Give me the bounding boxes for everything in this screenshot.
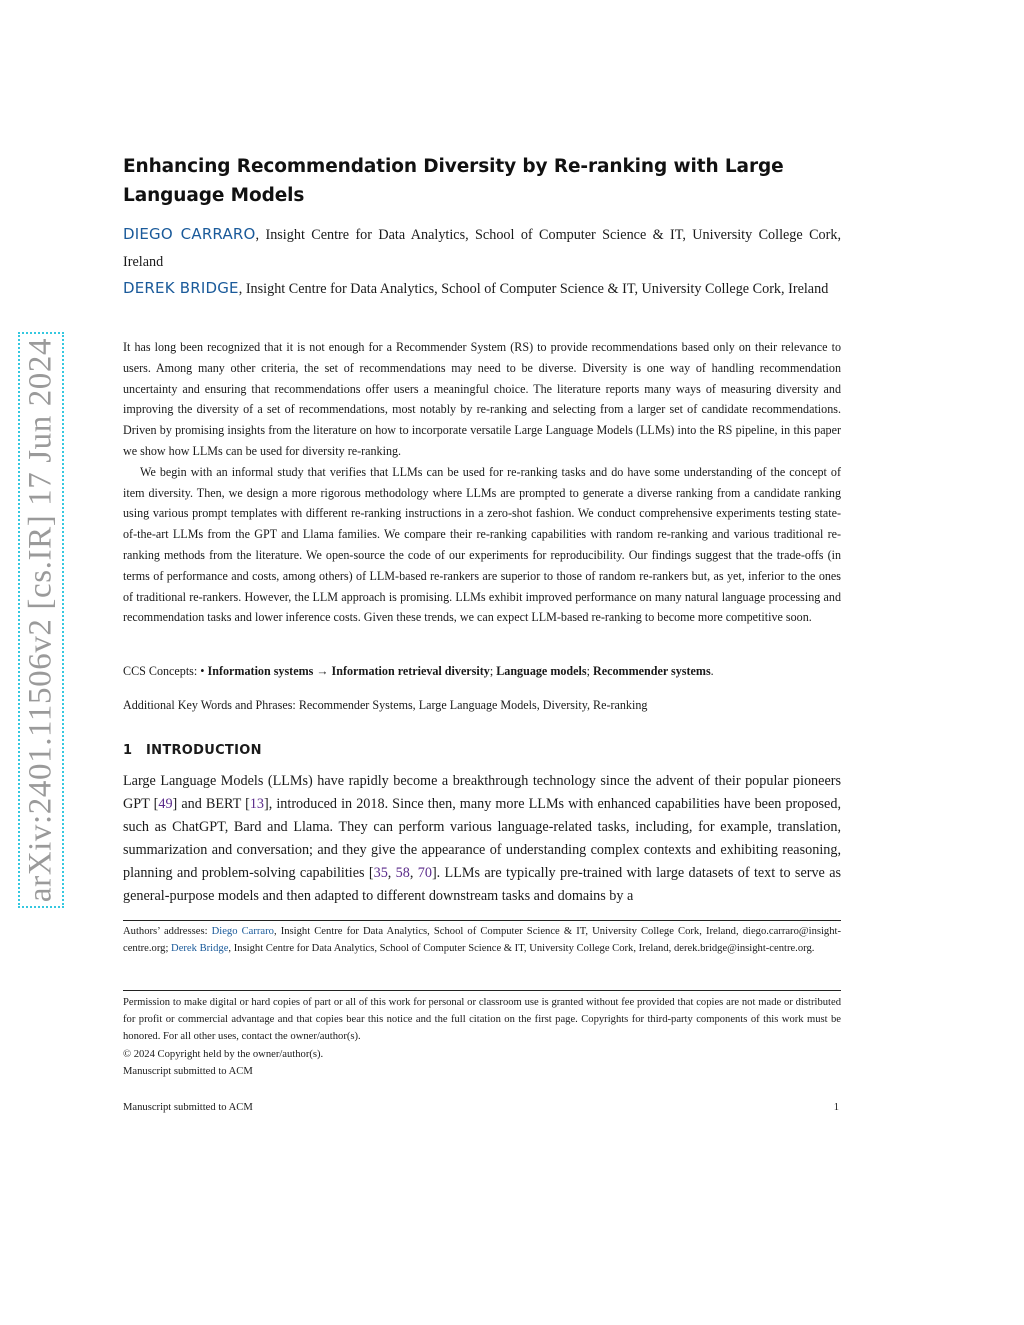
permission-notice: Permission to make digital or hard copies of part or all of this work for personal or classroom use is granted without fee provided that copies are not made or distributed for profit or commercial advantage and that copies bear this notice and the full citation on the first page. Copyrights for third-party components of this work must be honored. For all other uses, contact the owner/author(s).: [123, 997, 841, 1042]
ccs-separator: ;: [489, 664, 497, 678]
ccs-end: .: [710, 664, 714, 678]
intro-text: ], introduced in 2018. Since then, many more LLMs with enhanced capabilities have been proposed, such as ChatGPT, Bard and Llama. They can perform various language-related tasks, including, for example, translation, summarization and conversation; and they give the appearance of understanding complex contexts and exhibiting reasoning, planning and problem-solving capabilities [: [123, 796, 841, 881]
citation-link[interactable]: 13: [249, 796, 265, 812]
ccs-prefix: CCS Concepts:: [123, 664, 201, 678]
author-link-1[interactable]: Diego Carraro: [211, 926, 274, 937]
section-number: 1: [123, 743, 133, 758]
ccs-concept-2: Information retrieval diversity: [331, 664, 490, 678]
intro-text: Large Language Models (LLMs) have rapidly become a breakthrough technology since the advent of their popular pioneers GPT [: [123, 773, 841, 812]
paper-title: Enhancing Recommendation Diversity by Re-ranking with Large Language Models: [123, 156, 784, 206]
address-text-2: , Insight Centre for Data Analytics, School of Computer Science & IT, University College Cork, Ireland, derek.bridge@insight-centre.org.: [228, 943, 815, 954]
keywords: Additional Key Words and Phrases: Recommender Systems, Large Language Models, Diversity, Re-ranking: [123, 698, 648, 712]
address-text-1: , Insight Centre for Data Analytics, School of Computer Science & IT, University College Cork, Ireland, diego.carraro@insight-centre.org;: [123, 926, 841, 954]
arxiv-identifier: [18, 332, 64, 908]
author-block-2: [123, 275, 841, 303]
citation-link[interactable]: 49: [158, 796, 173, 812]
ccs-concept-1: Information systems: [207, 664, 314, 678]
footnote-divider: [123, 920, 841, 921]
copyright-notice: © 2024 Copyright held by the owner/author(s).: [123, 1049, 324, 1060]
page-footer: [123, 1101, 841, 1115]
intro-text: ] and BERT [: [172, 796, 250, 812]
intro-text: ,: [409, 865, 418, 881]
arxiv-identifier-text: arXiv:2401.11506v2 [cs.IR] 17 Jun 2024: [22, 337, 59, 903]
ccs-separator: ;: [586, 664, 593, 678]
ccs-bullet: •: [200, 664, 208, 678]
footer-journal: Manuscript submitted to ACM: [123, 1102, 253, 1113]
author-block-1: [123, 221, 841, 276]
author-addresses: [123, 923, 841, 957]
intro-text: ,: [387, 865, 396, 881]
page-number: 1: [833, 1102, 839, 1113]
intro-paragraph: [123, 770, 841, 908]
section-title: INTRODUCTION: [146, 743, 262, 758]
manuscript-note: Manuscript submitted to ACM: [123, 1066, 253, 1077]
author-link-2[interactable]: Derek Bridge: [171, 943, 229, 954]
ccs-arrow: →: [313, 664, 332, 678]
abstract-paragraph-1: It has long been recognized that it is not enough for a Recommender System (RS) to provide recommendations based only on their relevance to users. Among many other criteria, the set of recommendations may need to be diverse. Diversity is one way of handling recommendation uncertainty and ensuring that recommendations offer users a meaningful choice. The literature reports many ways of measuring diversity and improving the diversity of a set of recommendations, most notably by re-ranking and selecting from a larger set of candidate recommendations. Driven by promising insights from the literature on how to incorporate versatile Large Language Models (LLMs) into the RS pipeline, in this paper we show how LLMs can be used for diversity re-ranking.: [123, 340, 841, 458]
permission-divider: [123, 990, 841, 991]
citation-link[interactable]: 58: [395, 865, 410, 881]
author-affiliation-2: , Insight Centre for Data Analytics, School of Computer Science & IT, University College Cork, Ireland: [238, 281, 829, 297]
intro-text: ]. LLMs are typically pre-trained with large datasets of text to serve as general-purpose models and then adapted to different downstream tasks and domains by a: [123, 865, 842, 904]
citation-link[interactable]: 35: [373, 865, 388, 881]
ccs-concept-4: Recommender systems: [593, 664, 711, 678]
author-name-2: DEREK BRIDGE: [123, 279, 239, 297]
abstract: [123, 337, 841, 628]
abstract-paragraph-2: We begin with an informal study that verifies that LLMs can be used for re-ranking tasks and do have some understanding of the concept of item diversity. Then, we design a more rigorous methodology where LLMs are prompted to generate a diverse ranking from a candidate ranking using various prompt templates with different re-ranking instructions in a zero-shot fashion. We conduct comprehensive experiments testing state-of-the-art LLMs from the GPT and Llama families. We compare their re-ranking capabilities with random re-ranking and various traditional re-ranking methods from the literature. We open-source the code of our experiments for reproducibility. Our findings suggest that the trade-offs (in terms of performance and costs, among others) of LLM-based re-rankers are superior to those of random re-rankers but, as yet, inferior to the ones of traditional re-rankers. However, the LLM approach is promising. LLMs exhibit improved performance on many natural language processing and recommendation tasks and lower inference costs. Given these trends, we can expect LLM-based re-ranking to become more competitive soon.: [123, 464, 841, 625]
section-heading: [123, 743, 262, 758]
ccs-concept-3: Language models: [496, 664, 587, 678]
addresses-prefix: Authors’ addresses:: [123, 926, 212, 937]
author-affiliation-1: , Insight Centre for Data Analytics, School of Computer Science & IT, University College Cork, Ireland: [123, 227, 841, 270]
citation-link[interactable]: 70: [417, 865, 432, 881]
author-name-1: DIEGO CARRARO: [123, 225, 256, 243]
ccs-concepts: [123, 662, 841, 680]
